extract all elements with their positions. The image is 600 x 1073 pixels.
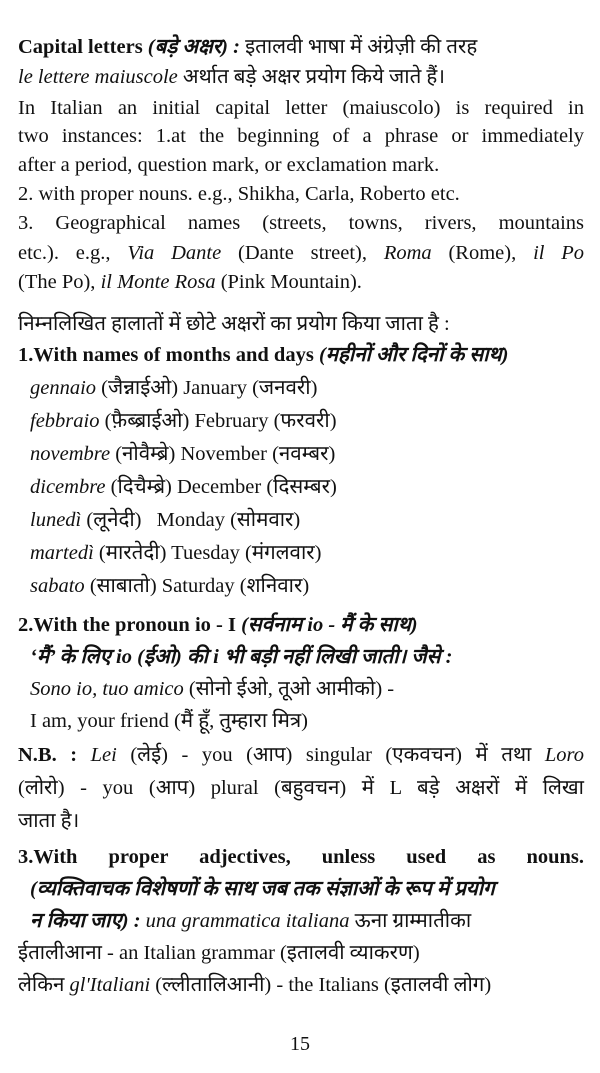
rule1-heading bbox=[18, 340, 508, 370]
italian-word: lunedì bbox=[30, 509, 82, 531]
pronunciation: (दिचैम्ब्रे) bbox=[110, 476, 172, 498]
english-word: Monday bbox=[156, 509, 225, 531]
rule3-example-line1 bbox=[30, 906, 471, 936]
rule3-heading bbox=[18, 842, 584, 872]
italic-term: il Monte Rosa bbox=[100, 271, 216, 293]
capital-para1-line2: two instances: 1.at the beginning of a phrase or immediately bbox=[18, 125, 584, 147]
english-word: December bbox=[177, 476, 262, 498]
hindi-word: (जनवरी) bbox=[252, 377, 318, 399]
text-span: (The Po), bbox=[18, 271, 96, 293]
example-italian: Sono io, tuo amico bbox=[30, 678, 184, 700]
nb-label: N.B. : bbox=[18, 744, 78, 766]
page-number: 15 bbox=[290, 1033, 310, 1055]
pronunciation: (लूनेदी) bbox=[86, 509, 142, 531]
capital-term-line bbox=[18, 62, 445, 92]
italic-term: Roma bbox=[383, 242, 432, 264]
italian-word: sabato bbox=[30, 575, 85, 597]
hindi-word: (मंगलवार) bbox=[245, 542, 322, 564]
capital-para3-line2 bbox=[18, 238, 584, 268]
rule3-example-line2: ईतालीआना - an Italian grammar (इतालवी व्याकरण) bbox=[18, 942, 420, 964]
rule2-heading-hi: (सर्वनाम io - मैं के साथ) bbox=[241, 614, 418, 636]
pronunciation: (नोवैम्ब्रे) bbox=[115, 443, 176, 465]
italian-word: gennaio bbox=[30, 377, 97, 399]
pronunciation: (मारतेदी) bbox=[98, 542, 167, 564]
text-span: (ल्लीतालिआनी) - the Italians (इतालवी लोग) bbox=[155, 974, 492, 996]
text-span: (Pink Mountain). bbox=[220, 271, 362, 293]
example-pronunciation: ऊना ग्राम्मातीका bbox=[354, 910, 472, 932]
rule2-note-text: ‘मैं’ के लिए io (ईओ) की i भी बड़ी नहीं लिखी जाती। जैसे : bbox=[30, 646, 453, 668]
rule1-heading-en: 1.With names of months and days bbox=[18, 344, 314, 366]
pronunciation: (जैन्नाईओ) bbox=[101, 377, 179, 399]
english-word: January bbox=[183, 377, 247, 399]
italian-word: Lei bbox=[90, 744, 117, 766]
day-word-row bbox=[30, 505, 300, 535]
italian-word: dicembre bbox=[30, 476, 106, 498]
capital-para2: 2. with proper nouns. e.g., Shikha, Carla, Roberto etc. bbox=[18, 183, 460, 205]
italian-word: martedì bbox=[30, 542, 94, 564]
italian-word: Loro bbox=[544, 744, 585, 766]
month-word-row bbox=[30, 406, 337, 436]
text-span: (Rome), bbox=[448, 242, 517, 264]
capital-term-italian: le lettere maiuscole bbox=[18, 66, 178, 88]
rule2-heading bbox=[18, 610, 418, 640]
rule3-but-line bbox=[18, 970, 491, 1000]
italian-word: novembre bbox=[30, 443, 111, 465]
rule2-example-translation: I am, your friend (मैं हूँ, तुम्हारा मित्र) bbox=[30, 710, 308, 732]
nb-line2: (लोरो) - you (आप) plural (बहुवचन) में L बड़े अक्षरों में लिखा bbox=[18, 777, 584, 799]
capital-heading-line bbox=[18, 32, 477, 62]
capital-heading-rest: इतालवी भाषा में अंग्रेज़ी की तरह bbox=[245, 36, 478, 58]
capital-heading: Capital letters bbox=[18, 36, 143, 58]
capital-para1-line3: after a period, question mark, or exclamation mark. bbox=[18, 154, 440, 176]
nb-line1 bbox=[18, 740, 584, 770]
example-italian: gl'Italiani bbox=[69, 974, 151, 996]
hindi-word: (सोमवार) bbox=[230, 509, 301, 531]
example-italian: una grammatica italiana bbox=[145, 910, 350, 932]
rule2-note bbox=[30, 642, 452, 672]
english-word: Tuesday bbox=[171, 542, 240, 564]
month-word-row bbox=[30, 439, 335, 469]
small-intro: निम्नलिखित हालातों में छोटे अक्षरों का प्रयोग किया जाता है : bbox=[18, 313, 450, 335]
pronunciation: (साबातो) bbox=[89, 575, 157, 597]
italic-term: Via Dante bbox=[127, 242, 222, 264]
capital-para3-line3 bbox=[18, 267, 362, 297]
text-span: (लेई) - you (आप) singular (एकवचन) में तथा bbox=[130, 744, 532, 766]
nb-line3: जाता है। bbox=[18, 810, 80, 832]
capital-para3-line1: 3. Geographical names (streets, towns, rivers, mountains bbox=[18, 212, 584, 234]
rule2-heading-en: 2.With the pronoun io - I bbox=[18, 614, 236, 636]
italic-term: il Po bbox=[533, 242, 585, 264]
month-word-row bbox=[30, 373, 317, 403]
rule3-heading-en: 3.With proper adjectives, unless used as nouns. bbox=[18, 846, 584, 868]
example-pronunciation: (सोनो ईओ, तूओ आमीको) - bbox=[188, 678, 395, 700]
day-word-row bbox=[30, 538, 321, 568]
rule3-hindi-text: (व्यक्तिवाचक विशेषणों के साथ जब तक संज्ञाओं के रूप में प्रयोग bbox=[30, 878, 495, 900]
hindi-word: (शनिवार) bbox=[239, 575, 310, 597]
capital-heading-hindi: (बड़े अक्षर) : bbox=[147, 36, 240, 58]
text-span: (Dante street), bbox=[238, 242, 367, 264]
rule3-hindi-line1 bbox=[30, 874, 495, 904]
english-word: November bbox=[180, 443, 267, 465]
rule2-example bbox=[30, 674, 394, 704]
italian-word: febbraio bbox=[30, 410, 100, 432]
capital-para1-line1: In Italian an initial capital letter (maiuscolo) is required in bbox=[18, 97, 584, 119]
month-word-row bbox=[30, 472, 337, 502]
hindi-word: (दिसम्बर) bbox=[266, 476, 337, 498]
pronunciation: (फ़ैब्ब्राईओ) bbox=[104, 410, 190, 432]
english-word: Saturday bbox=[161, 575, 235, 597]
hindi-word: (फरवरी) bbox=[273, 410, 337, 432]
capital-term-rest: अर्थात बड़े अक्षर प्रयोग किये जाते हैं। bbox=[182, 66, 446, 88]
day-word-row bbox=[30, 571, 309, 601]
rule1-heading-hi: (महीनों और दिनों के साथ) bbox=[318, 344, 509, 366]
english-word: February bbox=[194, 410, 269, 432]
text-span: लेकिन bbox=[18, 974, 65, 996]
hindi-word: (नवम्बर) bbox=[272, 443, 336, 465]
text-span: etc.). e.g., bbox=[18, 242, 111, 264]
rule3-hindi-text: न किया जाए) : bbox=[30, 910, 141, 932]
